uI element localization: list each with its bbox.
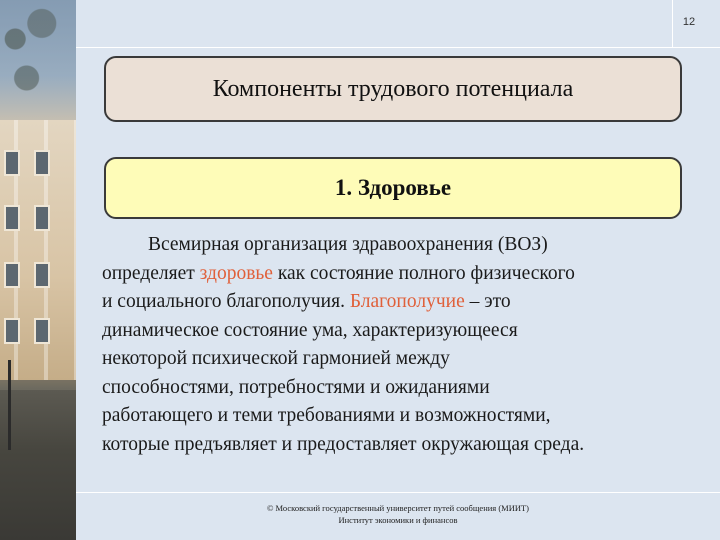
highlight-term-wellbeing: Благополучие [349, 291, 465, 312]
slide-title-box [104, 56, 682, 122]
body-line: некоторой психической гармонией между [102, 348, 450, 369]
lamp-post [8, 360, 11, 450]
sidewalk [0, 390, 76, 540]
building-photo [0, 0, 76, 540]
highlight-term-health: здоровье [199, 262, 273, 284]
body-paragraph [102, 231, 702, 459]
header-divider [76, 47, 720, 48]
building-window [34, 205, 50, 231]
body-line: способностями, потребностями и ожиданиями [102, 376, 490, 398]
slide-number: 12 [682, 16, 696, 28]
body-text: определяет [102, 262, 200, 284]
body-line: динамическое состояние ума, характеризующееся [102, 319, 518, 341]
building-window [34, 262, 50, 288]
section-heading: 1. Здоровье [334, 175, 452, 200]
body-line: которые предъявляет и предоставляет окружающая среда. [102, 433, 585, 455]
body-text: и социального благополучия. [102, 291, 350, 312]
building-window [34, 150, 50, 176]
body-line [102, 288, 702, 317]
building-window [4, 205, 20, 231]
footer-divider [76, 492, 720, 493]
slide-number-divider [672, 0, 673, 48]
building-window [4, 262, 20, 288]
building-window [4, 150, 20, 176]
tree-foliage [0, 0, 76, 130]
building-window [4, 318, 20, 344]
body-text: – это [464, 291, 511, 312]
body-line: Всемирная организация здравоохранения (ВОЗ) [148, 234, 548, 255]
body-line [102, 260, 702, 289]
footer [76, 502, 720, 526]
body-text: как состояние полного физического [272, 262, 575, 284]
section-heading-box [104, 157, 682, 219]
footer-institute: Институт экономики и финансов [338, 515, 458, 525]
footer-copyright: © Московский государственный университет путей сообщения (МИИТ) [266, 503, 530, 513]
building-window [34, 318, 50, 344]
slide-title: Компоненты трудового потенциала [212, 75, 574, 102]
body-line: работающего и теми требованиями и возможностями, [102, 405, 551, 426]
